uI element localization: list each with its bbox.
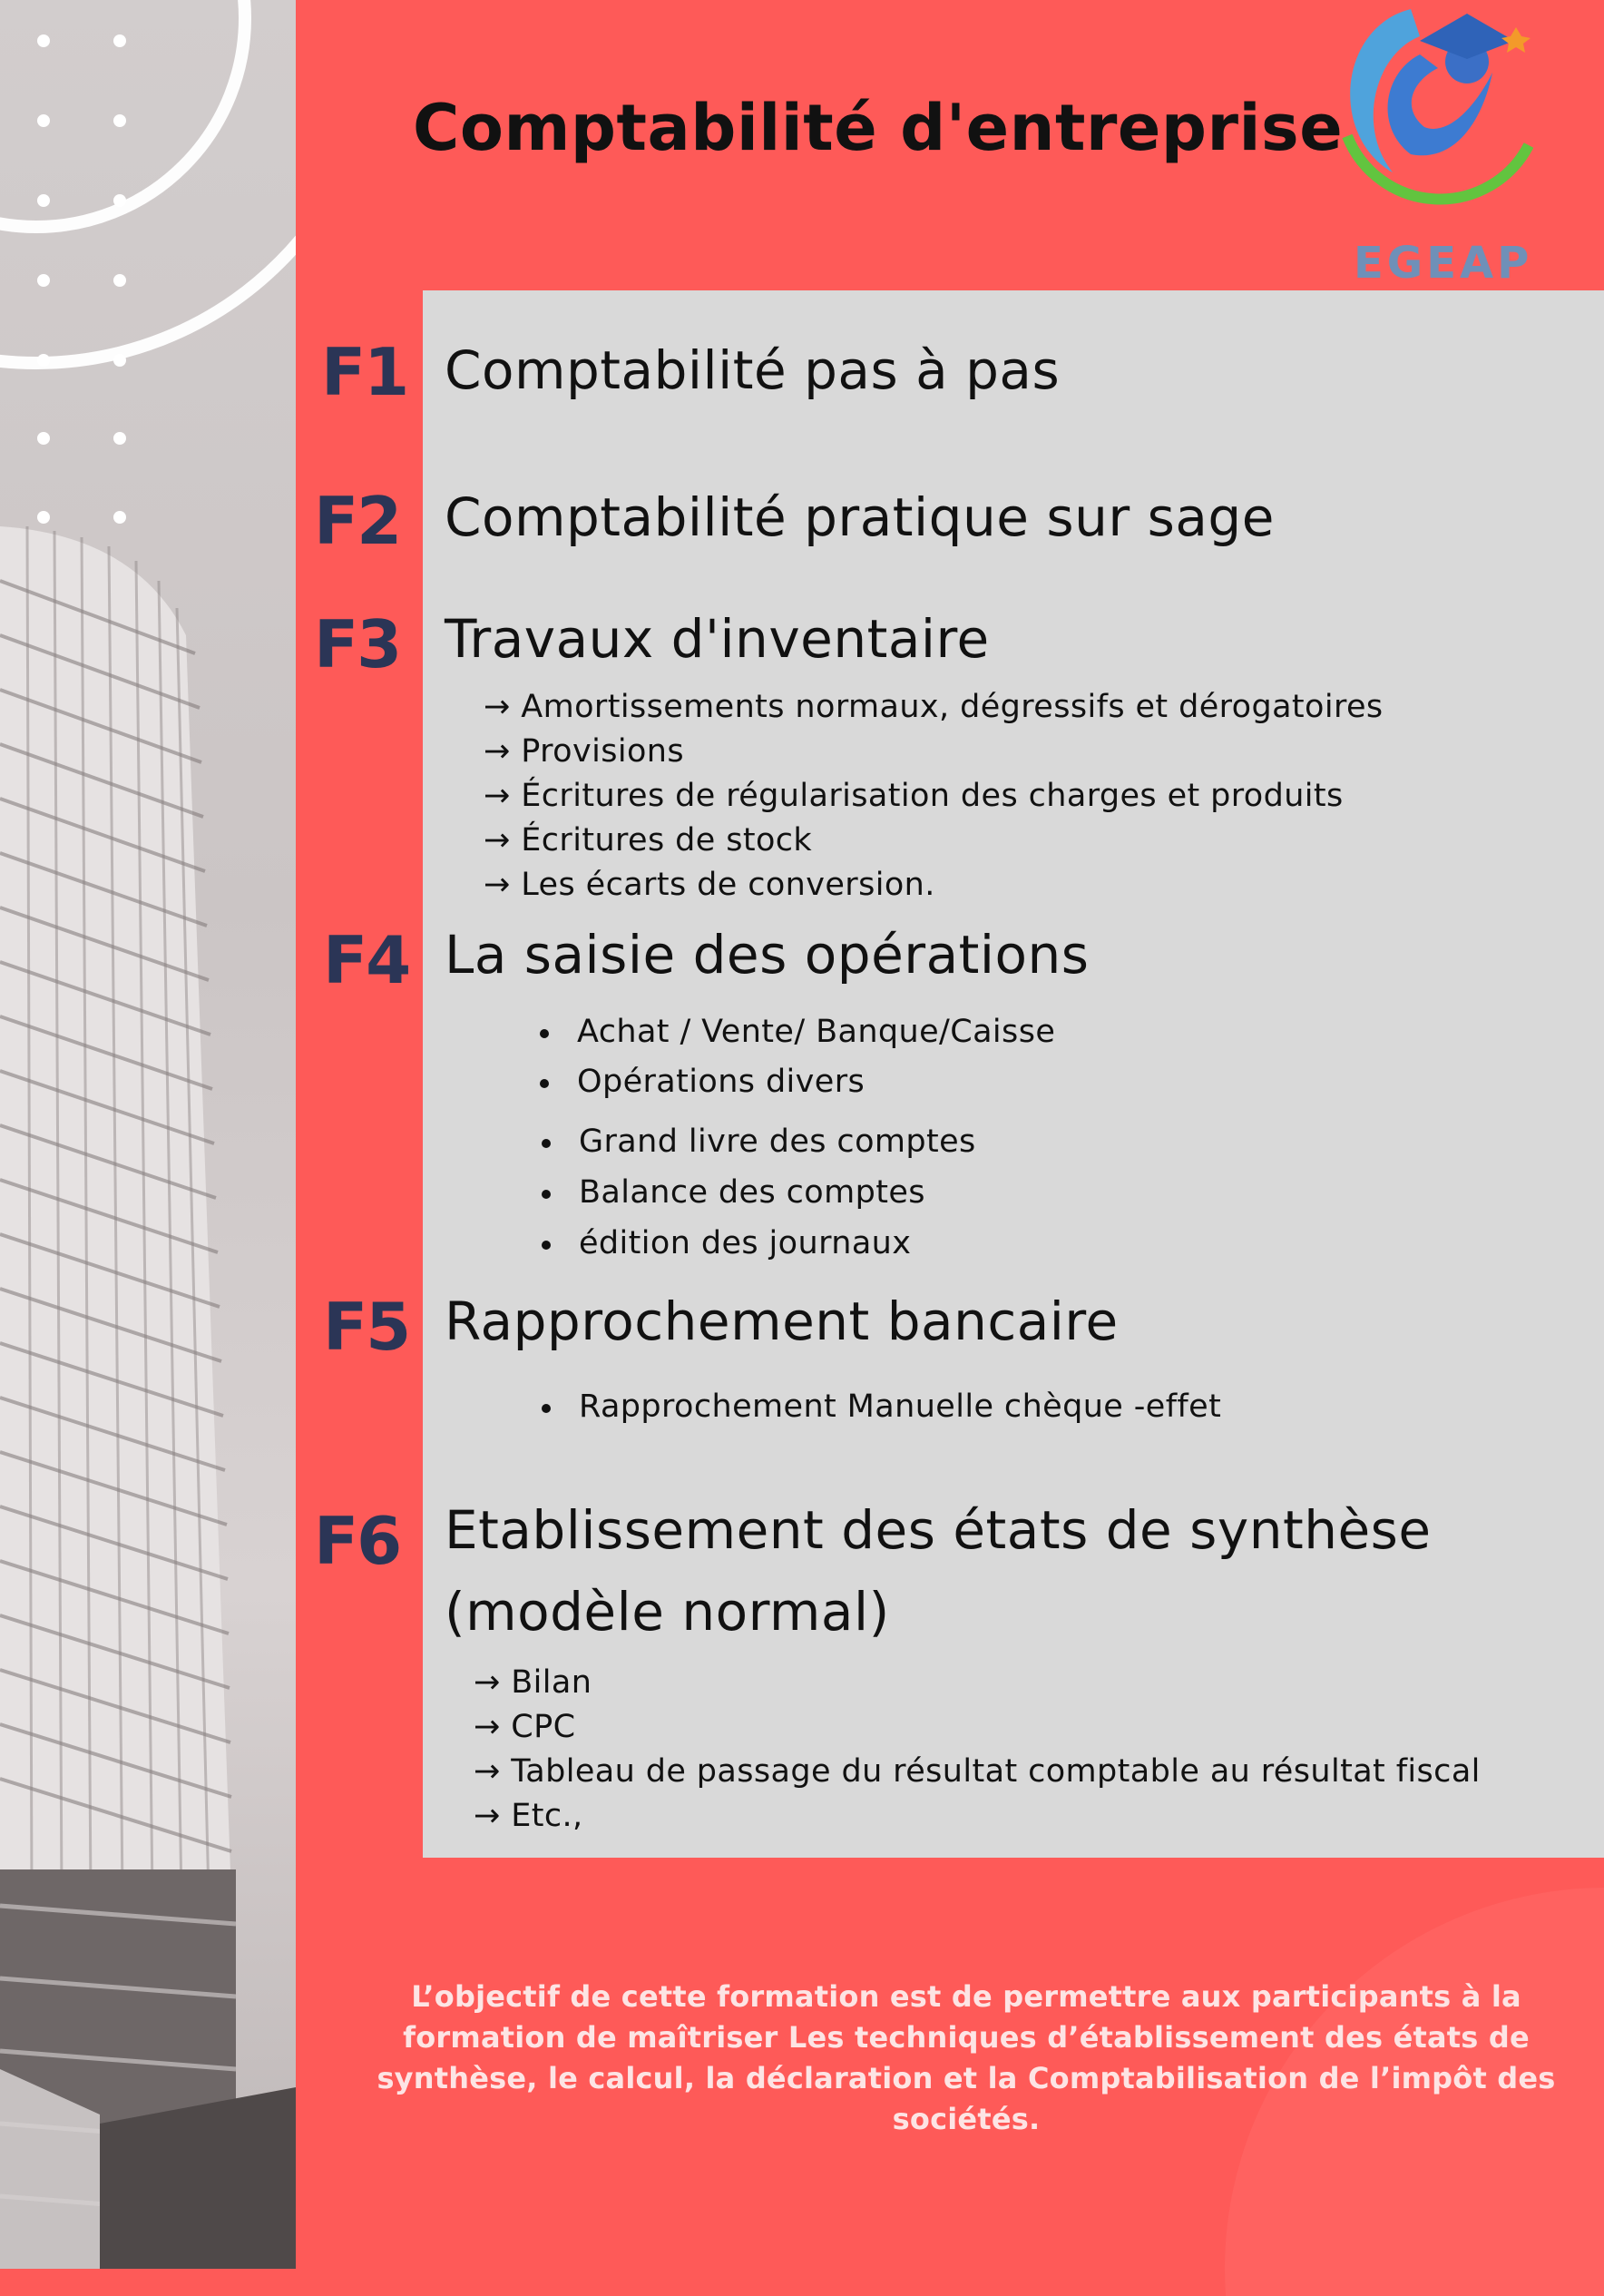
module-title-f3: Travaux d'inventaire [445, 608, 990, 670]
building-illustration [0, 0, 296, 2269]
building-photo-panel [0, 0, 296, 2269]
module-title-f4: La saisie des opérations [445, 924, 1090, 986]
objective-text: L’objectif de cette formation est de permettre aux participants à la formation de maîtriser Les techniques d’établissement des états de synthèse, le calcul, la déclaration et la Comptabilisation de l’impôt des sociétés. [377, 1979, 1556, 2136]
bullet-icon [542, 1190, 551, 1199]
f4-item: Opérations divers [577, 1064, 866, 1100]
module-code-f4: F4 [323, 922, 410, 998]
f3-item: → Écritures de stock [484, 822, 813, 859]
module-title-f2: Comptabilité pratique sur sage [445, 486, 1275, 548]
f3-item: → Écritures de régularisation des charges et produits [484, 778, 1344, 814]
module-title-f6: Etablissement des états de synthèse [445, 1499, 1432, 1561]
f4-item: Achat / Vente/ Banque/Caisse [577, 1014, 1056, 1050]
module-code-f5: F5 [323, 1289, 410, 1365]
module-code-f2: F2 [314, 483, 401, 559]
f6-item: → Etc., [474, 1798, 583, 1834]
bullet-icon [542, 1404, 551, 1413]
f6-item: → CPC [474, 1709, 576, 1745]
page-title: Comptabilité d'entreprise [413, 91, 1344, 165]
f3-item: → Amortissements normaux, dégressifs et dérogatoires [484, 689, 1384, 725]
bullet-icon [542, 1241, 551, 1250]
module-title-f1: Comptabilité pas à pas [445, 339, 1061, 401]
module-code-f1: F1 [321, 334, 408, 410]
f4-item: édition des journaux [579, 1225, 912, 1261]
module-title-f5: Rapprochement bancaire [445, 1290, 1119, 1352]
f5-item: Rapprochement Manuelle chèque -effet [579, 1388, 1222, 1425]
f4-item: Grand livre des comptes [579, 1123, 976, 1160]
f6-item: → Tableau de passage du résultat comptable au résultat fiscal [474, 1753, 1481, 1790]
logo-text: EGEAP [1354, 238, 1533, 289]
module-code-f6: F6 [314, 1503, 401, 1579]
module-title-f6-line2: (modèle normal) [445, 1581, 890, 1643]
f3-item: → Provisions [484, 733, 685, 770]
bullet-icon [540, 1079, 549, 1088]
module-code-f3: F3 [314, 606, 401, 682]
f3-item: → Les écarts de conversion. [484, 867, 935, 903]
bullet-icon [542, 1139, 551, 1148]
f6-item: → Bilan [474, 1664, 592, 1701]
f4-item: Balance des comptes [579, 1174, 925, 1211]
bullet-icon [540, 1029, 549, 1038]
